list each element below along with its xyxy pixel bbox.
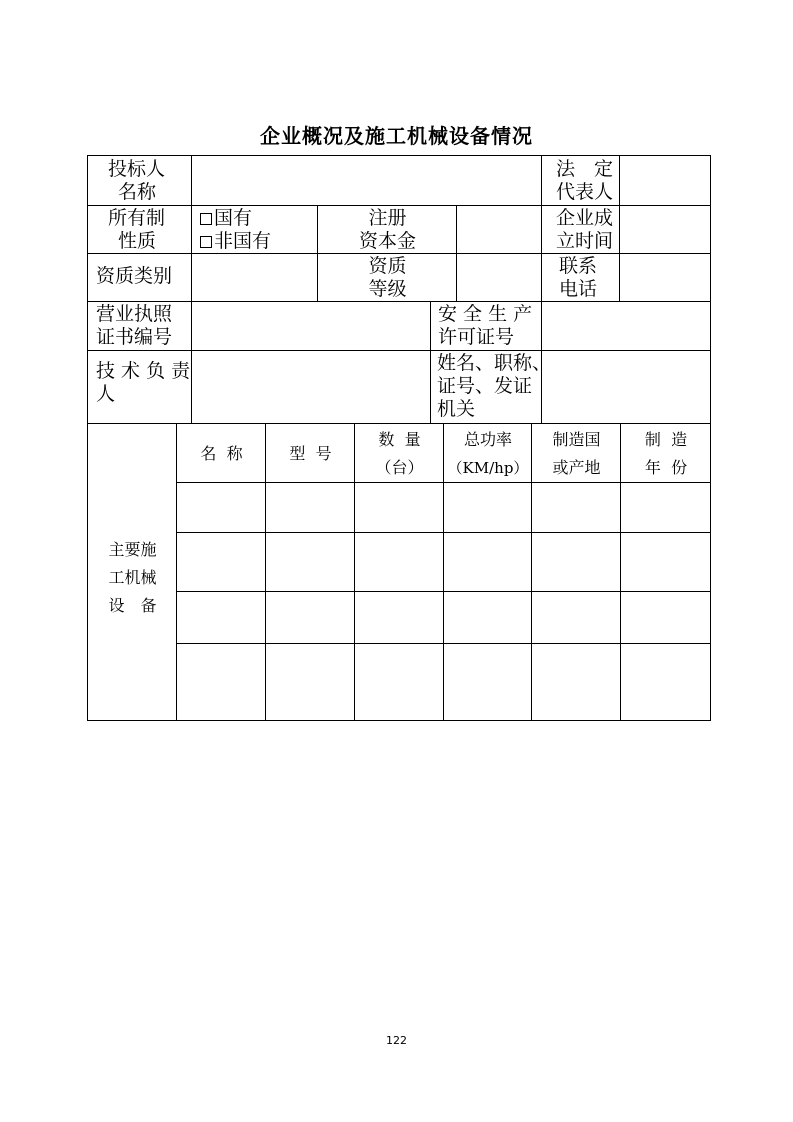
safety-license-label-line2: 许可证号 (438, 326, 515, 348)
tech-lead-value[interactable] (192, 351, 431, 424)
header-name-text: 名 称 (200, 444, 243, 463)
equipment-cell[interactable] (621, 533, 711, 592)
ownership-label-line2: 性质 (118, 230, 157, 252)
legal-rep-label-line1: 法 定 (556, 158, 614, 180)
ownership-label-line1: 所有制 (108, 207, 166, 229)
checkbox-icon[interactable] (200, 213, 212, 225)
bidder-name-label-line2: 名称 (118, 181, 157, 203)
equipment-cell[interactable] (266, 483, 355, 533)
qual-grade-value[interactable] (457, 254, 542, 302)
est-date-label (542, 206, 620, 254)
equipment-cell[interactable] (355, 644, 444, 721)
equipment-cell[interactable] (532, 644, 621, 721)
header-name (177, 424, 266, 483)
header-year (621, 424, 711, 483)
equipment-section-label-line1: 主要施 (108, 540, 157, 559)
qual-category-value[interactable] (192, 254, 318, 302)
equipment-cell[interactable] (266, 533, 355, 592)
header-origin-line2: 或产地 (552, 458, 601, 477)
header-origin-line1: 制造国 (552, 430, 601, 449)
qual-category-label-text: 资质类别 (96, 265, 173, 287)
equipment-cell[interactable] (621, 592, 711, 644)
tech-lead-info-label-line1: 姓名、职称、 (437, 352, 552, 374)
page-number: 122 (386, 1034, 407, 1047)
equipment-cell[interactable] (621, 483, 711, 533)
equipment-cell[interactable] (444, 483, 532, 533)
header-origin (532, 424, 621, 483)
phone-label (542, 254, 620, 302)
reg-capital-label-line2: 资本金 (358, 230, 416, 252)
ownership-options (192, 206, 318, 254)
tech-lead-label-line1: 技 术 负 责 (96, 360, 191, 382)
equipment-cell[interactable] (532, 592, 621, 644)
phone-value[interactable] (620, 254, 711, 302)
header-quantity-line2: （台） (375, 458, 424, 477)
option-non-state-owned-label: 非国有 (214, 230, 272, 252)
tech-lead-info-label-line3: 机关 (437, 398, 476, 420)
header-quantity (355, 424, 444, 483)
equipment-cell[interactable] (355, 533, 444, 592)
equipment-cell[interactable] (444, 533, 532, 592)
option-non-state-owned[interactable] (200, 230, 271, 253)
header-power-line2: （KM/hp） (447, 459, 529, 477)
legal-rep-label (542, 156, 620, 206)
equipment-cell[interactable] (266, 644, 355, 721)
header-model-text: 型 号 (289, 444, 332, 463)
qual-category-label (88, 254, 192, 302)
reg-capital-label-line1: 注册 (368, 207, 407, 229)
est-date-label-line1: 企业成 (556, 207, 614, 229)
est-date-value[interactable] (620, 206, 711, 254)
legal-rep-value[interactable] (620, 156, 711, 206)
bidder-name-value[interactable] (192, 156, 542, 206)
equipment-section-label (88, 424, 177, 721)
qual-grade-label-line2: 等级 (368, 278, 407, 300)
tech-lead-info-label (431, 351, 552, 424)
equipment-cell[interactable] (444, 644, 532, 721)
reg-capital-value[interactable] (457, 206, 542, 254)
equipment-cell[interactable] (177, 644, 266, 721)
equipment-cell[interactable] (177, 592, 266, 644)
qual-grade-label-line1: 资质 (368, 255, 407, 277)
header-power (444, 424, 532, 483)
bidder-name-label-line1: 投标人 (108, 158, 166, 180)
safety-license-label (431, 302, 542, 351)
equipment-cell[interactable] (266, 592, 355, 644)
equipment-cell[interactable] (355, 483, 444, 533)
safety-license-value[interactable] (542, 302, 711, 351)
tech-lead-label-line2: 人 (96, 383, 116, 405)
header-quantity-line1: 数 量 (378, 430, 421, 449)
legal-rep-label-line2: 代表人 (556, 181, 614, 203)
safety-license-label-line1: 安 全 生 产 (438, 303, 533, 325)
license-label (88, 302, 192, 351)
equipment-cell[interactable] (621, 644, 711, 721)
option-state-owned[interactable] (200, 207, 252, 230)
equipment-cell[interactable] (177, 533, 266, 592)
checkbox-icon[interactable] (200, 236, 212, 248)
phone-label-line1: 联系 (559, 255, 598, 277)
form-table (87, 155, 711, 721)
header-power-line1: 总功率 (463, 430, 512, 449)
phone-label-line2: 电话 (559, 278, 598, 300)
option-state-owned-label: 国有 (214, 207, 253, 229)
bidder-name-label (88, 156, 192, 206)
tech-lead-label (88, 351, 192, 424)
header-year-line1: 制 造 (644, 430, 688, 449)
license-value[interactable] (192, 302, 431, 351)
header-model (266, 424, 355, 483)
equipment-cell[interactable] (532, 533, 621, 592)
ownership-label (88, 206, 192, 254)
equipment-section-label-line3: 设 备 (108, 596, 157, 615)
reg-capital-label (318, 206, 457, 254)
equipment-cell[interactable] (355, 592, 444, 644)
equipment-cell[interactable] (444, 592, 532, 644)
equipment-cell[interactable] (532, 483, 621, 533)
license-label-line1: 营业执照 (96, 303, 173, 325)
est-date-label-line2: 立时间 (556, 230, 614, 252)
header-year-line2: 年 份 (644, 458, 688, 477)
qual-grade-label (318, 254, 457, 302)
tech-lead-info-label-line2: 证号、发证 (437, 375, 533, 397)
page-title: 企业概况及施工机械设备情况 (260, 124, 533, 148)
license-label-line2: 证书编号 (96, 326, 173, 348)
equipment-cell[interactable] (177, 483, 266, 533)
equipment-section-label-line2: 工机械 (108, 568, 157, 587)
tech-lead-info-value[interactable] (542, 351, 711, 424)
